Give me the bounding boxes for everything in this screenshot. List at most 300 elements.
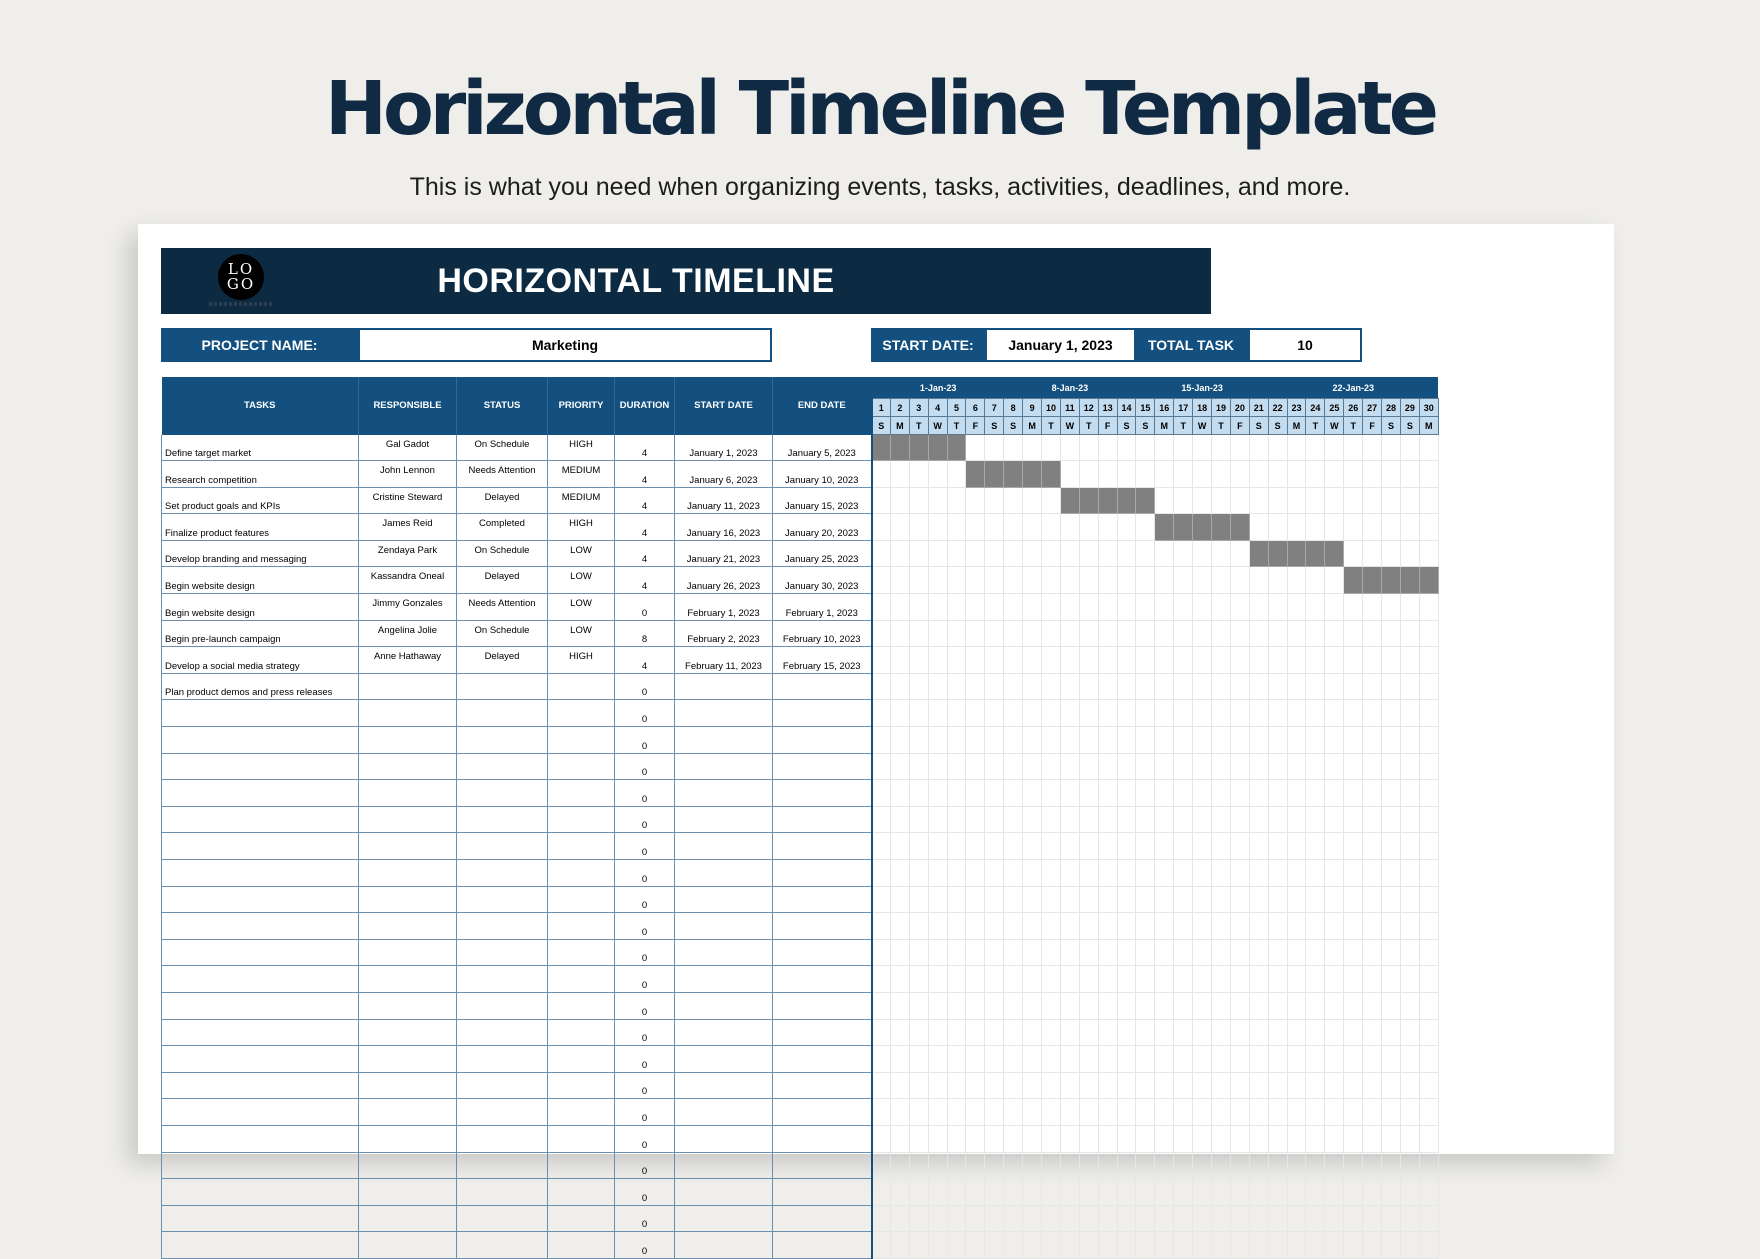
timeline-cell[interactable] <box>1079 806 1098 833</box>
timeline-cell[interactable] <box>947 886 966 913</box>
timeline-cell[interactable] <box>1212 966 1231 993</box>
end-date-cell[interactable]: February 15, 2023 <box>773 647 872 674</box>
timeline-cell[interactable] <box>1174 886 1193 913</box>
timeline-cell[interactable] <box>1136 1099 1155 1126</box>
gantt-bar-cell[interactable] <box>1212 514 1231 541</box>
timeline-cell[interactable] <box>1287 886 1306 913</box>
timeline-cell[interactable] <box>1060 727 1079 754</box>
timeline-cell[interactable] <box>1306 1046 1325 1073</box>
timeline-cell[interactable] <box>1400 966 1419 993</box>
timeline-cell[interactable] <box>928 860 947 887</box>
timeline-cell[interactable] <box>1174 753 1193 780</box>
timeline-cell[interactable] <box>1249 620 1268 647</box>
timeline-cell[interactable] <box>1174 966 1193 993</box>
timeline-cell[interactable] <box>1268 806 1287 833</box>
timeline-cell[interactable] <box>1363 833 1382 860</box>
timeline-cell[interactable] <box>1117 461 1136 488</box>
timeline-cell[interactable] <box>1174 540 1193 567</box>
timeline-cell[interactable] <box>1042 1152 1061 1179</box>
timeline-cell[interactable] <box>872 700 891 727</box>
timeline-cell[interactable] <box>1079 780 1098 807</box>
timeline-cell[interactable] <box>1325 833 1344 860</box>
status-cell[interactable] <box>457 966 548 993</box>
timeline-cell[interactable] <box>928 1125 947 1152</box>
timeline-cell[interactable] <box>985 1046 1004 1073</box>
timeline-cell[interactable] <box>872 540 891 567</box>
timeline-cell[interactable] <box>966 1046 985 1073</box>
timeline-cell[interactable] <box>872 1232 891 1259</box>
timeline-cell[interactable] <box>1042 833 1061 860</box>
timeline-cell[interactable] <box>1079 1152 1098 1179</box>
timeline-cell[interactable] <box>1060 514 1079 541</box>
timeline-cell[interactable] <box>872 514 891 541</box>
timeline-cell[interactable] <box>928 1099 947 1126</box>
task-name-cell[interactable] <box>162 753 359 780</box>
timeline-cell[interactable] <box>1174 913 1193 940</box>
timeline-cell[interactable] <box>1174 435 1193 461</box>
timeline-cell[interactable] <box>966 939 985 966</box>
timeline-cell[interactable] <box>947 647 966 674</box>
timeline-cell[interactable] <box>1400 1125 1419 1152</box>
timeline-cell[interactable] <box>909 1179 928 1206</box>
timeline-cell[interactable] <box>1230 1099 1249 1126</box>
timeline-cell[interactable] <box>1117 620 1136 647</box>
timeline-cell[interactable] <box>1060 700 1079 727</box>
duration-cell[interactable]: 0 <box>615 886 675 913</box>
timeline-cell[interactable] <box>890 886 909 913</box>
timeline-cell[interactable] <box>1363 1205 1382 1232</box>
timeline-cell[interactable] <box>1174 620 1193 647</box>
timeline-cell[interactable] <box>1004 435 1023 461</box>
timeline-cell[interactable] <box>872 620 891 647</box>
timeline-cell[interactable] <box>966 727 985 754</box>
timeline-cell[interactable] <box>1249 727 1268 754</box>
end-date-cell[interactable] <box>773 913 872 940</box>
timeline-cell[interactable] <box>1268 780 1287 807</box>
timeline-cell[interactable] <box>1212 1099 1231 1126</box>
timeline-cell[interactable] <box>1363 540 1382 567</box>
timeline-cell[interactable] <box>1306 594 1325 621</box>
timeline-cell[interactable] <box>1212 913 1231 940</box>
responsible-cell[interactable]: Cristine Steward <box>359 487 457 514</box>
timeline-cell[interactable] <box>1268 620 1287 647</box>
timeline-cell[interactable] <box>1382 461 1401 488</box>
timeline-cell[interactable] <box>1098 780 1117 807</box>
timeline-cell[interactable] <box>947 1232 966 1259</box>
start-date-cell[interactable]: January 11, 2023 <box>675 487 773 514</box>
priority-cell[interactable]: LOW <box>548 620 615 647</box>
timeline-cell[interactable] <box>1079 1019 1098 1046</box>
timeline-cell[interactable] <box>890 1232 909 1259</box>
timeline-cell[interactable] <box>1079 1205 1098 1232</box>
timeline-cell[interactable] <box>1193 1152 1212 1179</box>
timeline-cell[interactable] <box>1325 514 1344 541</box>
timeline-cell[interactable] <box>1419 727 1438 754</box>
task-name-cell[interactable]: Research competition <box>162 461 359 488</box>
timeline-cell[interactable] <box>1174 487 1193 514</box>
timeline-cell[interactable] <box>1287 780 1306 807</box>
timeline-cell[interactable] <box>1363 1179 1382 1206</box>
timeline-cell[interactable] <box>1230 753 1249 780</box>
start-date-cell[interactable]: January 6, 2023 <box>675 461 773 488</box>
timeline-cell[interactable] <box>1325 567 1344 594</box>
timeline-cell[interactable] <box>909 487 928 514</box>
timeline-cell[interactable] <box>1079 1125 1098 1152</box>
status-cell[interactable]: Delayed <box>457 567 548 594</box>
timeline-cell[interactable] <box>1117 567 1136 594</box>
timeline-cell[interactable] <box>1212 939 1231 966</box>
timeline-cell[interactable] <box>1287 461 1306 488</box>
timeline-cell[interactable] <box>1287 753 1306 780</box>
timeline-cell[interactable] <box>1023 435 1042 461</box>
timeline-cell[interactable] <box>1174 594 1193 621</box>
timeline-cell[interactable] <box>928 780 947 807</box>
timeline-cell[interactable] <box>966 992 985 1019</box>
timeline-cell[interactable] <box>1155 700 1174 727</box>
start-date-cell[interactable] <box>675 1205 773 1232</box>
gantt-bar-cell[interactable] <box>1400 567 1419 594</box>
timeline-cell[interactable] <box>928 1046 947 1073</box>
timeline-cell[interactable] <box>1419 647 1438 674</box>
timeline-cell[interactable] <box>1306 966 1325 993</box>
timeline-cell[interactable] <box>1136 1046 1155 1073</box>
timeline-cell[interactable] <box>1023 1046 1042 1073</box>
gantt-bar-cell[interactable] <box>1042 461 1061 488</box>
timeline-cell[interactable] <box>1004 1099 1023 1126</box>
duration-cell[interactable]: 4 <box>615 487 675 514</box>
timeline-cell[interactable] <box>1079 540 1098 567</box>
timeline-cell[interactable] <box>985 1072 1004 1099</box>
timeline-cell[interactable] <box>1363 514 1382 541</box>
timeline-cell[interactable] <box>1230 1205 1249 1232</box>
timeline-cell[interactable] <box>947 1179 966 1206</box>
timeline-cell[interactable] <box>1136 620 1155 647</box>
timeline-cell[interactable] <box>1363 620 1382 647</box>
timeline-cell[interactable] <box>1230 1072 1249 1099</box>
timeline-cell[interactable] <box>1287 1232 1306 1259</box>
status-cell[interactable] <box>457 753 548 780</box>
end-date-cell[interactable]: February 1, 2023 <box>773 594 872 621</box>
timeline-cell[interactable] <box>928 620 947 647</box>
status-cell[interactable]: On Schedule <box>457 620 548 647</box>
timeline-cell[interactable] <box>1193 1046 1212 1073</box>
timeline-cell[interactable] <box>1325 1099 1344 1126</box>
timeline-cell[interactable] <box>1344 753 1363 780</box>
timeline-cell[interactable] <box>1400 1099 1419 1126</box>
timeline-cell[interactable] <box>1117 1125 1136 1152</box>
start-date-cell[interactable] <box>675 1232 773 1259</box>
timeline-cell[interactable] <box>1193 886 1212 913</box>
timeline-cell[interactable] <box>947 461 966 488</box>
timeline-cell[interactable] <box>1249 1019 1268 1046</box>
timeline-cell[interactable] <box>1004 1232 1023 1259</box>
task-name-cell[interactable]: Develop a social media strategy <box>162 647 359 674</box>
timeline-cell[interactable] <box>1212 1232 1231 1259</box>
timeline-cell[interactable] <box>1004 1125 1023 1152</box>
start-date-cell[interactable] <box>675 806 773 833</box>
timeline-cell[interactable] <box>1287 992 1306 1019</box>
timeline-cell[interactable] <box>1212 833 1231 860</box>
start-date-cell[interactable] <box>675 992 773 1019</box>
status-cell[interactable] <box>457 673 548 700</box>
timeline-cell[interactable] <box>928 913 947 940</box>
timeline-cell[interactable] <box>985 992 1004 1019</box>
timeline-cell[interactable] <box>890 594 909 621</box>
responsible-cell[interactable]: John Lennon <box>359 461 457 488</box>
timeline-cell[interactable] <box>1060 992 1079 1019</box>
timeline-cell[interactable] <box>1249 1072 1268 1099</box>
start-date-cell[interactable] <box>675 1072 773 1099</box>
timeline-cell[interactable] <box>1079 514 1098 541</box>
timeline-cell[interactable] <box>1382 620 1401 647</box>
task-name-cell[interactable] <box>162 1125 359 1152</box>
task-name-cell[interactable] <box>162 700 359 727</box>
timeline-cell[interactable] <box>1419 939 1438 966</box>
timeline-cell[interactable] <box>1230 1179 1249 1206</box>
timeline-cell[interactable] <box>1212 860 1231 887</box>
timeline-cell[interactable] <box>1419 620 1438 647</box>
timeline-cell[interactable] <box>1344 1072 1363 1099</box>
timeline-cell[interactable] <box>1268 1046 1287 1073</box>
timeline-cell[interactable] <box>909 1046 928 1073</box>
timeline-cell[interactable] <box>1060 966 1079 993</box>
timeline-cell[interactable] <box>1306 1099 1325 1126</box>
status-cell[interactable] <box>457 833 548 860</box>
timeline-cell[interactable] <box>872 1046 891 1073</box>
timeline-cell[interactable] <box>890 939 909 966</box>
gantt-bar-cell[interactable] <box>1419 567 1438 594</box>
task-name-cell[interactable] <box>162 1072 359 1099</box>
timeline-cell[interactable] <box>947 860 966 887</box>
timeline-cell[interactable] <box>890 806 909 833</box>
timeline-cell[interactable] <box>1174 780 1193 807</box>
start-date-cell[interactable] <box>675 780 773 807</box>
timeline-cell[interactable] <box>985 540 1004 567</box>
timeline-cell[interactable] <box>1363 966 1382 993</box>
timeline-cell[interactable] <box>1419 1232 1438 1259</box>
start-date-cell[interactable]: January 1, 2023 <box>675 435 773 461</box>
timeline-cell[interactable] <box>1287 1099 1306 1126</box>
timeline-cell[interactable] <box>1382 1099 1401 1126</box>
duration-cell[interactable]: 4 <box>615 514 675 541</box>
timeline-cell[interactable] <box>1193 1179 1212 1206</box>
timeline-cell[interactable] <box>909 673 928 700</box>
timeline-cell[interactable] <box>872 753 891 780</box>
status-cell[interactable] <box>457 1046 548 1073</box>
task-name-cell[interactable] <box>162 1099 359 1126</box>
timeline-cell[interactable] <box>1287 435 1306 461</box>
timeline-cell[interactable] <box>1400 913 1419 940</box>
start-date-cell[interactable] <box>675 913 773 940</box>
timeline-cell[interactable] <box>1193 1125 1212 1152</box>
start-date-cell[interactable] <box>675 833 773 860</box>
timeline-cell[interactable] <box>872 461 891 488</box>
timeline-cell[interactable] <box>1060 1099 1079 1126</box>
timeline-cell[interactable] <box>985 673 1004 700</box>
timeline-cell[interactable] <box>1268 833 1287 860</box>
timeline-cell[interactable] <box>1268 673 1287 700</box>
timeline-cell[interactable] <box>1193 594 1212 621</box>
timeline-cell[interactable] <box>1136 514 1155 541</box>
timeline-cell[interactable] <box>1193 700 1212 727</box>
start-date-cell[interactable] <box>675 673 773 700</box>
timeline-cell[interactable] <box>1363 647 1382 674</box>
timeline-cell[interactable] <box>1363 860 1382 887</box>
timeline-cell[interactable] <box>1155 806 1174 833</box>
timeline-cell[interactable] <box>1136 567 1155 594</box>
responsible-cell[interactable] <box>359 1125 457 1152</box>
timeline-cell[interactable] <box>1382 939 1401 966</box>
timeline-cell[interactable] <box>1249 913 1268 940</box>
timeline-cell[interactable] <box>1287 487 1306 514</box>
start-date-cell[interactable]: January 16, 2023 <box>675 514 773 541</box>
timeline-cell[interactable] <box>1344 992 1363 1019</box>
timeline-cell[interactable] <box>890 1152 909 1179</box>
timeline-cell[interactable] <box>1079 567 1098 594</box>
gantt-bar-cell[interactable] <box>1287 540 1306 567</box>
timeline-cell[interactable] <box>966 1232 985 1259</box>
timeline-cell[interactable] <box>1117 780 1136 807</box>
timeline-cell[interactable] <box>1249 886 1268 913</box>
timeline-cell[interactable] <box>1193 753 1212 780</box>
end-date-cell[interactable] <box>773 727 872 754</box>
end-date-cell[interactable]: January 25, 2023 <box>773 540 872 567</box>
status-cell[interactable] <box>457 1179 548 1206</box>
timeline-cell[interactable] <box>1212 1152 1231 1179</box>
timeline-cell[interactable] <box>1098 727 1117 754</box>
status-cell[interactable] <box>457 886 548 913</box>
timeline-cell[interactable] <box>928 1205 947 1232</box>
timeline-cell[interactable] <box>1023 913 1042 940</box>
timeline-cell[interactable] <box>1212 461 1231 488</box>
priority-cell[interactable] <box>548 1232 615 1259</box>
timeline-cell[interactable] <box>1287 860 1306 887</box>
timeline-cell[interactable] <box>1136 540 1155 567</box>
timeline-cell[interactable] <box>1212 1046 1231 1073</box>
timeline-cell[interactable] <box>966 1072 985 1099</box>
timeline-cell[interactable] <box>1400 487 1419 514</box>
timeline-cell[interactable] <box>1042 567 1061 594</box>
timeline-cell[interactable] <box>1382 966 1401 993</box>
timeline-cell[interactable] <box>872 992 891 1019</box>
timeline-cell[interactable] <box>1419 487 1438 514</box>
priority-cell[interactable]: LOW <box>548 540 615 567</box>
timeline-cell[interactable] <box>1193 1205 1212 1232</box>
responsible-cell[interactable]: Kassandra Oneal <box>359 567 457 594</box>
timeline-cell[interactable] <box>1004 860 1023 887</box>
responsible-cell[interactable]: Angelina Jolie <box>359 620 457 647</box>
timeline-cell[interactable] <box>1268 727 1287 754</box>
timeline-cell[interactable] <box>1117 594 1136 621</box>
end-date-cell[interactable]: January 20, 2023 <box>773 514 872 541</box>
timeline-cell[interactable] <box>966 647 985 674</box>
timeline-cell[interactable] <box>1400 647 1419 674</box>
timeline-cell[interactable] <box>947 1046 966 1073</box>
timeline-cell[interactable] <box>985 514 1004 541</box>
timeline-cell[interactable] <box>890 913 909 940</box>
timeline-cell[interactable] <box>1400 992 1419 1019</box>
duration-cell[interactable]: 0 <box>615 806 675 833</box>
timeline-cell[interactable] <box>947 673 966 700</box>
timeline-cell[interactable] <box>1325 1072 1344 1099</box>
responsible-cell[interactable] <box>359 1179 457 1206</box>
timeline-cell[interactable] <box>966 567 985 594</box>
timeline-cell[interactable] <box>1400 1152 1419 1179</box>
timeline-cell[interactable] <box>966 886 985 913</box>
timeline-cell[interactable] <box>1306 1072 1325 1099</box>
timeline-cell[interactable] <box>1344 939 1363 966</box>
responsible-cell[interactable]: James Reid <box>359 514 457 541</box>
timeline-cell[interactable] <box>1117 673 1136 700</box>
timeline-cell[interactable] <box>872 594 891 621</box>
timeline-cell[interactable] <box>1344 700 1363 727</box>
timeline-cell[interactable] <box>1212 886 1231 913</box>
timeline-cell[interactable] <box>928 673 947 700</box>
gantt-bar-cell[interactable] <box>1174 514 1193 541</box>
timeline-cell[interactable] <box>1193 461 1212 488</box>
responsible-cell[interactable] <box>359 806 457 833</box>
timeline-cell[interactable] <box>909 780 928 807</box>
timeline-cell[interactable] <box>1004 594 1023 621</box>
responsible-cell[interactable] <box>359 833 457 860</box>
timeline-cell[interactable] <box>928 753 947 780</box>
timeline-cell[interactable] <box>1419 833 1438 860</box>
timeline-cell[interactable] <box>1004 1046 1023 1073</box>
timeline-cell[interactable] <box>1155 939 1174 966</box>
timeline-cell[interactable] <box>1136 1072 1155 1099</box>
end-date-cell[interactable] <box>773 966 872 993</box>
timeline-cell[interactable] <box>1287 806 1306 833</box>
timeline-cell[interactable] <box>1193 806 1212 833</box>
duration-cell[interactable]: 0 <box>615 1099 675 1126</box>
timeline-cell[interactable] <box>1382 514 1401 541</box>
timeline-cell[interactable] <box>1004 540 1023 567</box>
timeline-cell[interactable] <box>966 1099 985 1126</box>
timeline-cell[interactable] <box>1344 1205 1363 1232</box>
timeline-cell[interactable] <box>966 700 985 727</box>
responsible-cell[interactable]: Gal Gadot <box>359 435 457 461</box>
start-date-cell[interactable]: February 11, 2023 <box>675 647 773 674</box>
timeline-cell[interactable] <box>985 1205 1004 1232</box>
timeline-cell[interactable] <box>1325 939 1344 966</box>
timeline-cell[interactable] <box>1287 1205 1306 1232</box>
gantt-bar-cell[interactable] <box>1136 487 1155 514</box>
start-date-cell[interactable] <box>675 939 773 966</box>
timeline-cell[interactable] <box>890 540 909 567</box>
task-name-cell[interactable] <box>162 780 359 807</box>
timeline-cell[interactable] <box>1212 487 1231 514</box>
timeline-cell[interactable] <box>1023 1125 1042 1152</box>
timeline-cell[interactable] <box>1306 647 1325 674</box>
timeline-cell[interactable] <box>872 727 891 754</box>
timeline-cell[interactable] <box>1382 860 1401 887</box>
priority-cell[interactable] <box>548 673 615 700</box>
timeline-cell[interactable] <box>1136 461 1155 488</box>
timeline-cell[interactable] <box>966 1152 985 1179</box>
timeline-cell[interactable] <box>1004 886 1023 913</box>
timeline-cell[interactable] <box>1230 860 1249 887</box>
timeline-cell[interactable] <box>1004 647 1023 674</box>
timeline-cell[interactable] <box>985 594 1004 621</box>
timeline-cell[interactable] <box>1306 1152 1325 1179</box>
timeline-cell[interactable] <box>872 886 891 913</box>
start-date-cell[interactable]: January 21, 2023 <box>675 540 773 567</box>
timeline-cell[interactable] <box>1023 700 1042 727</box>
timeline-cell[interactable] <box>890 673 909 700</box>
timeline-cell[interactable] <box>1098 514 1117 541</box>
start-date-cell[interactable] <box>675 1179 773 1206</box>
duration-cell[interactable]: 0 <box>615 1125 675 1152</box>
